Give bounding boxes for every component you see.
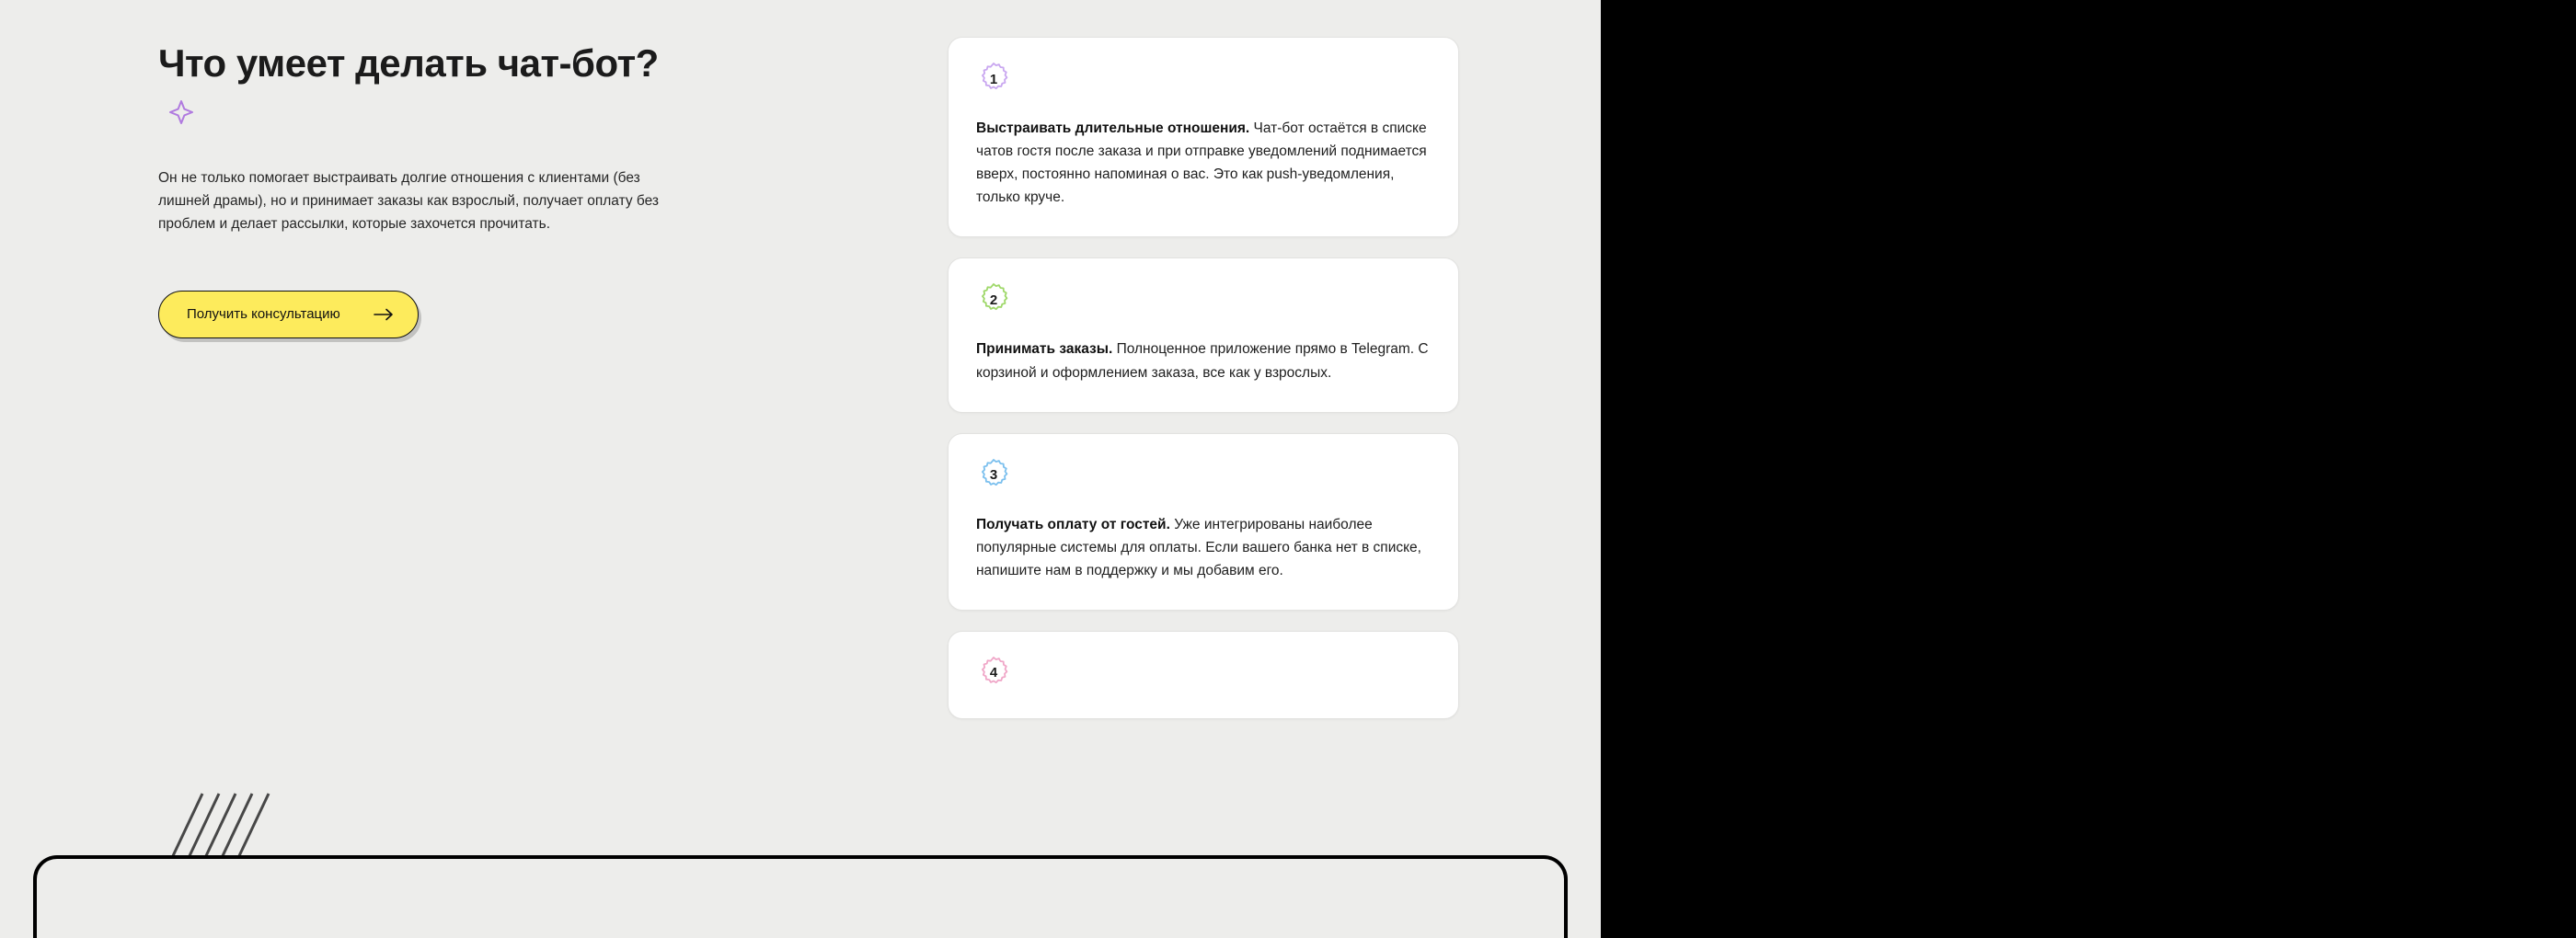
feature-card-body: Уже интегрированы наиболее популярные системы для оплаты. Если вашего банка нет в списке, напишите нам в поддержку и мы добавим его.	[976, 516, 1421, 578]
arrow-right-icon	[374, 304, 394, 325]
get-consultation-button[interactable]	[158, 291, 419, 338]
step-number: 4	[989, 665, 998, 681]
step-number: 1	[989, 71, 998, 87]
bottom-overlay-sheet	[33, 855, 1568, 938]
feature-card-text	[976, 337, 1431, 383]
feature-card-title: Выстраивать длительные отношения.	[976, 120, 1250, 136]
feature-card	[948, 257, 1459, 412]
page-title-text: Что умеет делать чат-бот?	[158, 41, 659, 85]
hero-section	[158, 40, 729, 338]
step-badge-3	[976, 458, 1011, 493]
step-number: 3	[989, 467, 998, 484]
get-consultation-label: Получить консультацию	[187, 306, 340, 323]
hero-lead-paragraph: Он не только помогает выстраивать долгие отношения с клиентами (без лишней драмы), но и принимает заказы как взрослый, получает оплату без проблем и делает рассылки, которые захочется прочитать.	[158, 170, 659, 233]
feature-card-title: Получать оплату от гостей.	[976, 516, 1170, 532]
feature-card	[948, 37, 1459, 237]
feature-card	[948, 433, 1459, 611]
step-badge-1	[976, 62, 1011, 97]
feature-card-title: Принимать заказы.	[976, 341, 1113, 358]
step-number: 2	[989, 292, 998, 308]
feature-card-body: Чат-бот остаётся в списке чатов гостя после заказа и при отправке уведомлений поднимается вверх, постоянно напоминая о вас. Это как push-уведомления, только круче.	[976, 120, 1427, 206]
feature-card-text	[976, 117, 1431, 209]
feature-card	[948, 631, 1459, 719]
page-title	[158, 40, 673, 135]
step-badge-2	[976, 282, 1011, 317]
feature-card-text	[976, 513, 1431, 582]
feature-card-list	[948, 37, 1459, 719]
feature-card-body: Полноценное приложение прямо в Telegram. С корзиной и оформлением заказа, все как у взрослых.	[976, 341, 1429, 381]
sparkle-icon	[167, 90, 195, 136]
step-badge-4	[976, 656, 1011, 691]
